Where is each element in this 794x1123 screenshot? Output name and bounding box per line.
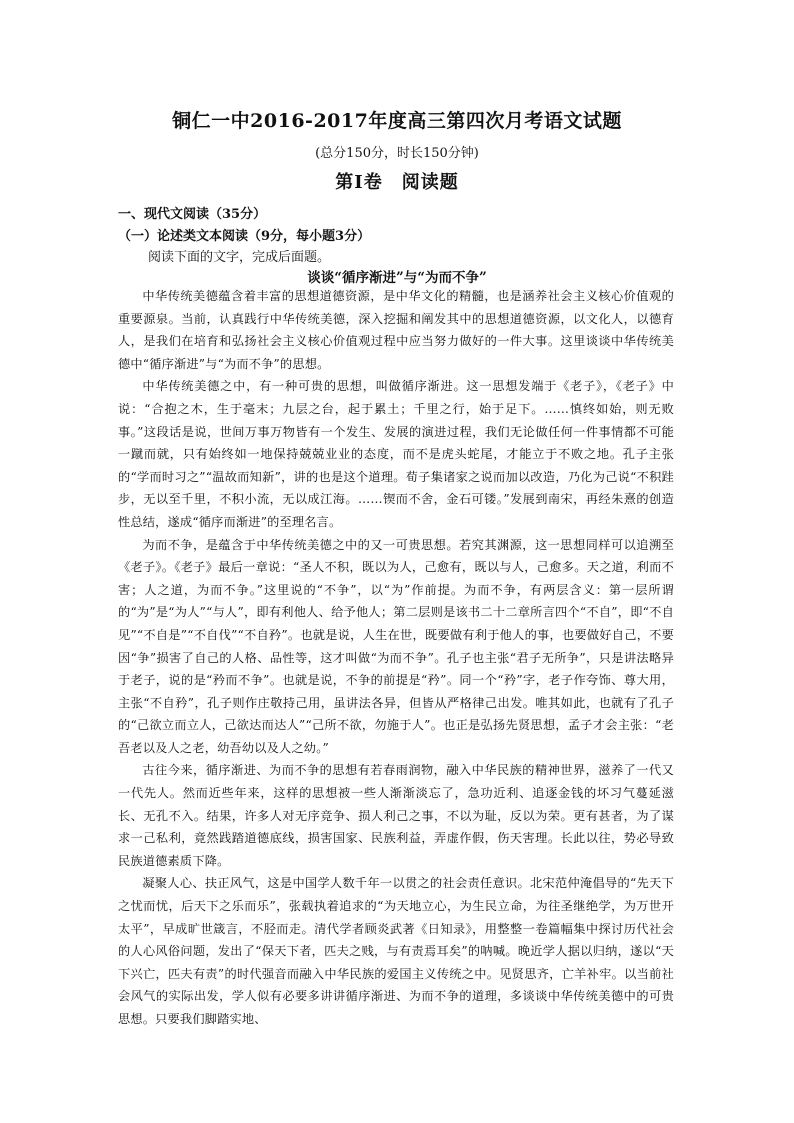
section-subheading: （一）论述类文本阅读（9分，每小题3分） <box>118 229 371 244</box>
article-paragraph-2: 中华传统美德之中，有一种可贵的思想，叫做循序渐进。这一思想发端于《老子》，《老子》中说：“合抱之木，生于毫末；九层之台，起于累土；千里之行，始于足下。……慎终如始，则无败事。”这段话是说，世间万事万物皆有一个发生、发展的演进过程，我们无论做任何一件事情都不可能一蹴而就，只有始终如一地保持兢兢业业的态度，而不是虎头蛇尾，才能立于不败之地。孔子主张的“学而时习之”“温故而知新”，讲的也是这个道理。荀子集诸家之说而加以改造，乃化为己说“不积跬步，无以至千里，不积小流，无以成江海。……锲而不舍，金石可镂。”发展到南宋，再经朱熹的创造性总结，遂成“循序而渐进”的至理名言。 <box>118 379 674 529</box>
article-paragraph-1: 中华传统美德蕴含着丰富的思想道德资源，是中华文化的精髓，也是涵养社会主义核心价值观的重要源泉。当前，认真践行中华传统美德，深入挖掘和阐发其中的思想道德资源，以文化人，以德育人，是我们在培育和弘扬社会主义核心价值观过程中应当努力做好的一件大事。这里谈谈中华传统美德中“循序渐进”与“为而不争”的思想。 <box>118 289 674 371</box>
article-paragraph-3: 为而不争，是蕴含于中华传统美德之中的又一可贵思想。若究其渊源，这一思想同样可以追溯至《老子》。《老子》最后一章说：“圣人不积，既以为人，己愈有，既以与人，己愈多。天之道，利而不害；人之道，为而不争。”这里说的“不争”，以“为”作前提。为而不争，有两层含义：第一层所谓的“为”是“为人”“与人”，即有利他人、给予他人；第二层则是该书二十二章所言四个“不自”，即“不自见”“不自是”“不自伐”“不自矜”。也就是说，人生在世，既要做有利于他人的事，也要做好自己，不要因“争”损害了自己的人格、品性等，这才叫做“为而不争”。孔子也主张“君子无所争”，只是讲法略异于老子，说的是“矜而不争”。也就是说，不争的前提是“矜”。同一个“矜”字，老子作夸饰、尊大用，主张“不自矜”，孔子则作庄敬持己用，虽讲法各异，但皆从严格律己出发。唯其如此，也就有了孔子的“己欲立而立人，己欲达而达人”“己所不欲，勿施于人”。也正是弘扬先贤思想，孟子才会主张：“老吾老以及人之老，幼吾幼以及人之幼。” <box>118 537 674 755</box>
article-paragraph-5: 凝聚人心、扶正风气，这是中国学人数千年一以贯之的社会责任意识。北宋范仲淹倡导的“先天下之忧而忧，后天下之乐而乐”，张载执着追求的“为天地立心，为生民立命，为往圣继绝学，为万世开太平”，早成旷世箴言，不胫而走。清代学者顾炎武著《日知录》，用整整一卷篇幅集中探讨历代社会的人心风俗问题，发出了“保天下者，匹夫之贱，与有责焉耳矣”的呐喊。晚近学人据以归纳，遂以“天下兴亡，匹夫有责”的时代强音而融入中华民族的爱国主义传统之中。见贤思齐，亡羊补牢。以当前社会风气的实际出发，学人似有必要多讲讲循序渐进、为而不争的道理，多谈谈中华传统美德中的可贵思想。只要我们脚踏实地、 <box>118 876 674 1026</box>
reading-instruction: 阅读下面的文字，完成后面题。 <box>148 250 331 265</box>
exam-title: 铜仁一中2016-2017年度高三第四次月考语文试题 <box>172 110 622 132</box>
article-body <box>118 285 674 1031</box>
exam-subtitle: (总分150分，时长150分钟) <box>315 146 479 161</box>
section-heading: 一、现代文阅读（35分） <box>118 207 267 222</box>
article-paragraph-4: 古往今来，循序渐进、为而不争的思想有若春雨润物，融入中华民族的精神世界，滋养了一代又一代先人。然而近些年来，这样的思想被一些人渐渐淡忘了，急功近利、追逐金钱的坏习气蔓延滋长、无孔不入。结果，许多人对无序竞争、损人利己之事，不以为耻，反以为荣。更有甚者，为了谋求一己私利，竟然践踏道德底线，损害国家、民族利益，弄虚作假，伤天害理。长此以往，势必导致民族道德素质下降。 <box>118 763 674 868</box>
part-title: 第Ⅰ卷 阅读题 <box>335 172 459 193</box>
article-title: 谈谈“循序渐进”与“为而不争” <box>307 270 487 286</box>
